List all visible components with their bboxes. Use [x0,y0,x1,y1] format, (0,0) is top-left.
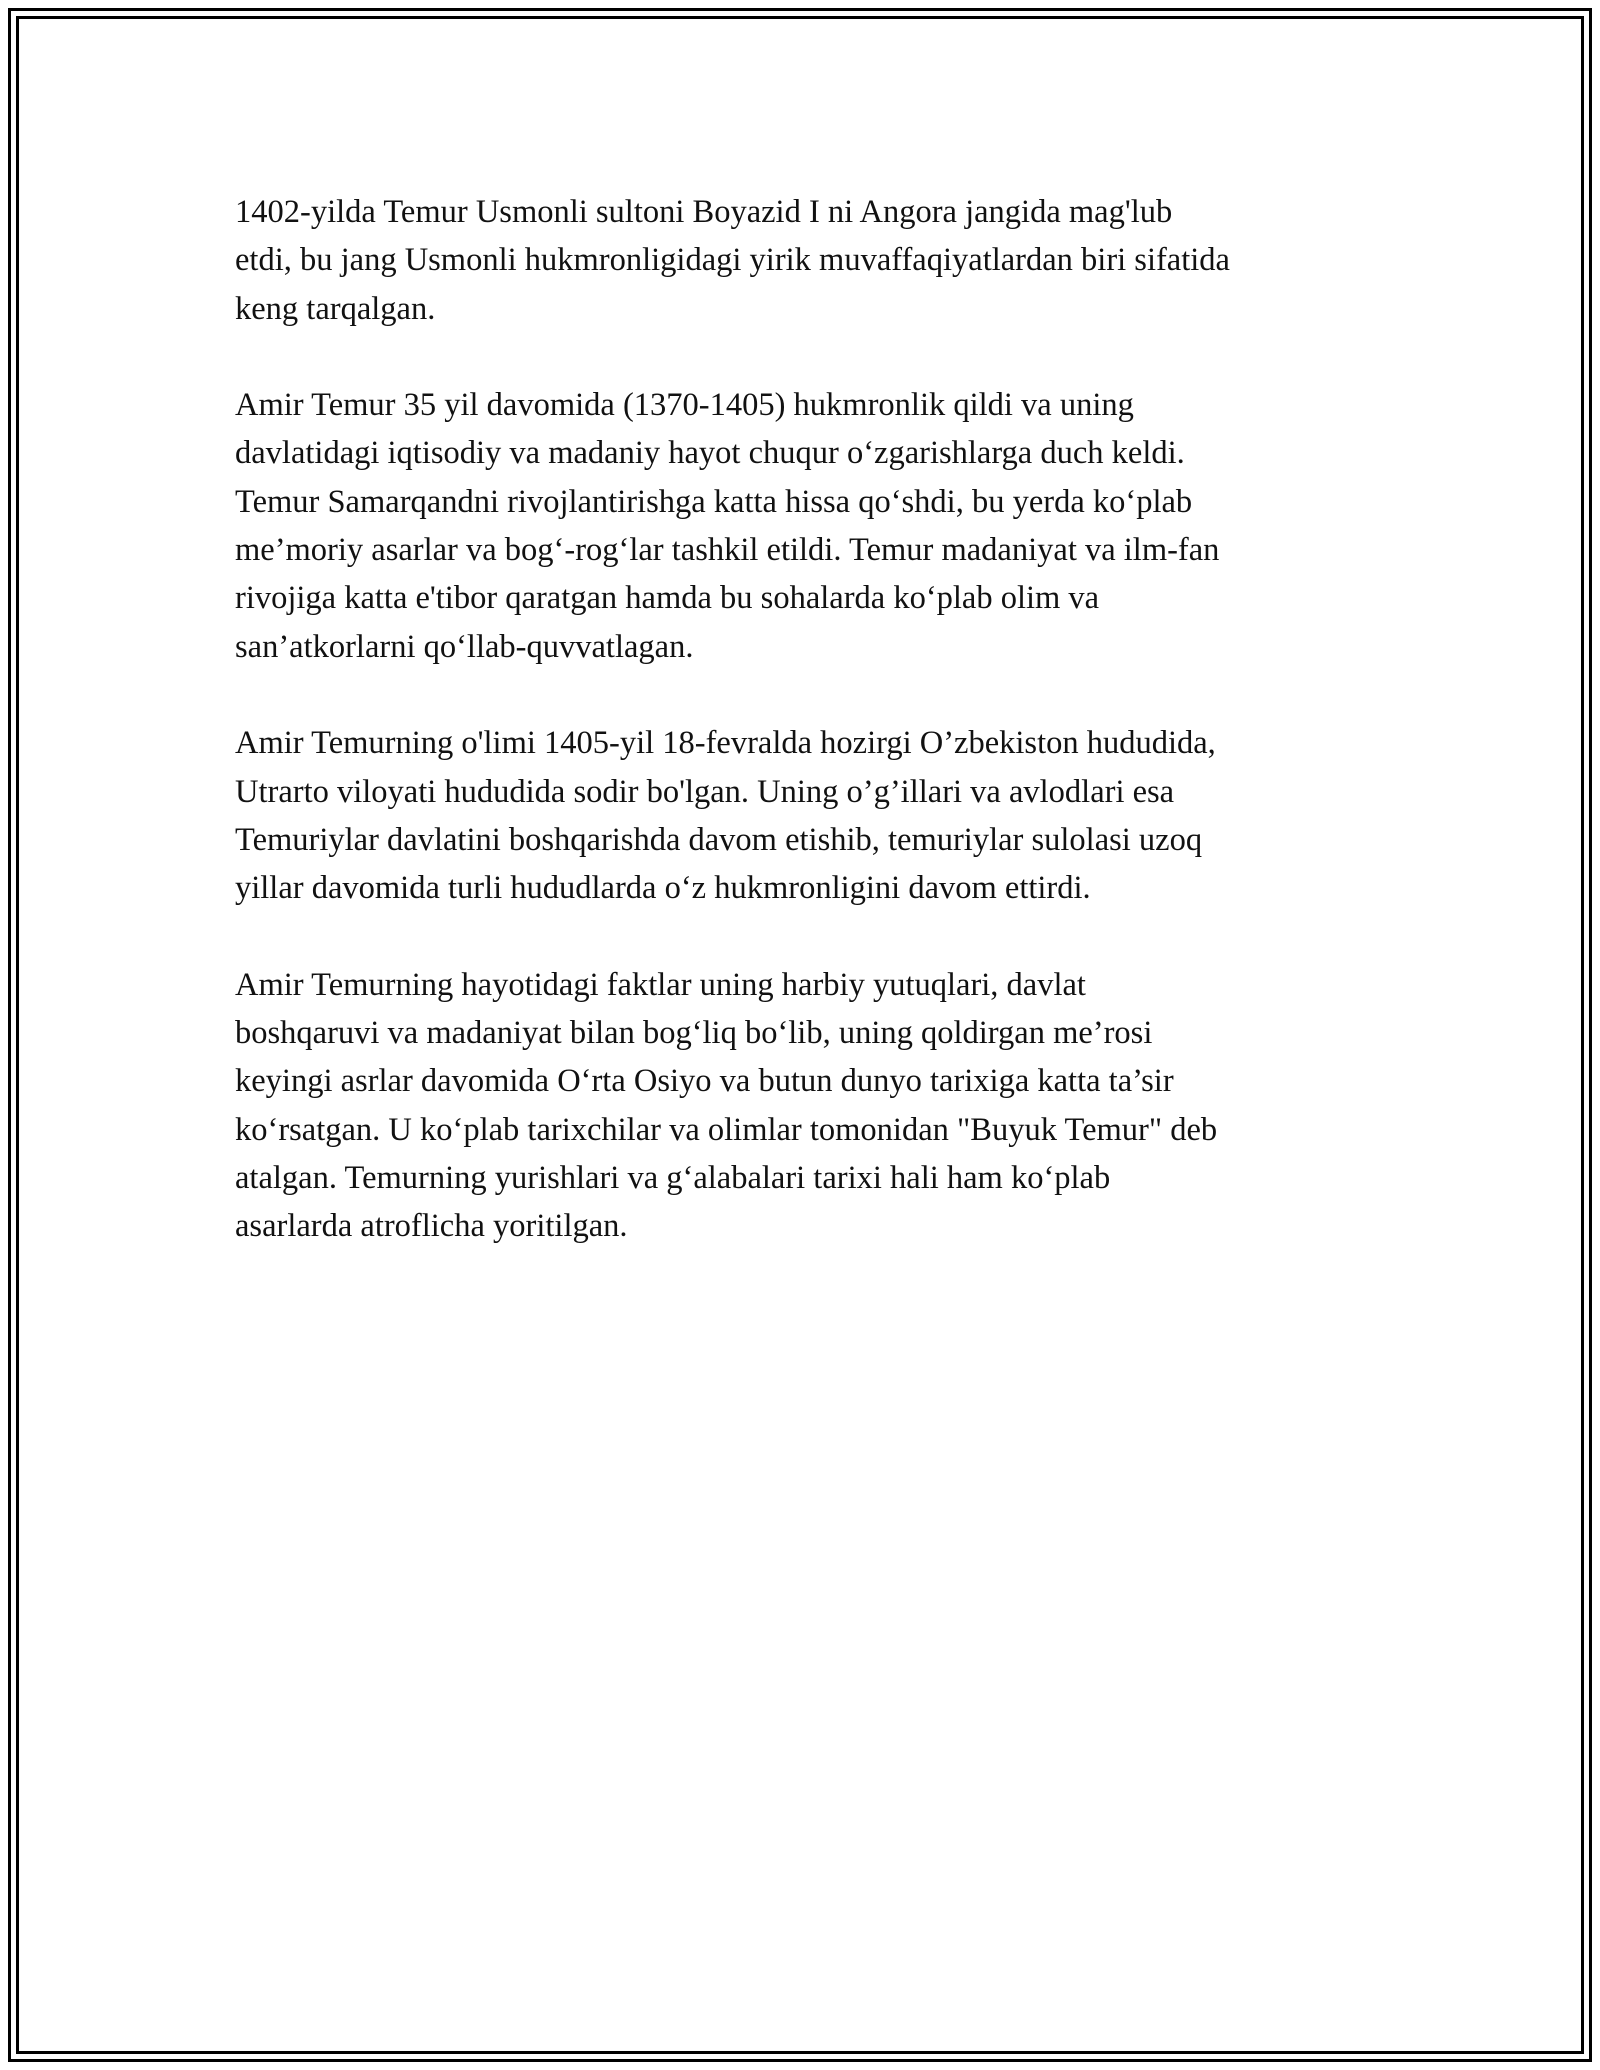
paragraph-legacy: Amir Temurning hayotidagi faktlar uning harbiy yutuqlari, davlat boshqaruvi va madaniyat bilan bog‘liq bo‘lib, uning qoldirgan me’rosi keyingi asrlar davomida O‘rta Osiyo va butun dunyo tarixiga katta ta’sir ko‘rsatgan. U ko‘plab tarixchilar va olimlar tomonidan "Buyuk Temur" deb atalgan. Temurning yurishlari va g‘alabalari tarixi hali ham ko‘plab asarlarda atroflicha yoritilgan. [235,966,1218,1245]
paragraph-reign: Amir Temur 35 yil davomida (1370-1405) hukmronlik qildi va uning davlatidagi iqtisodiy va madaniy hayot chuqur o‘zgarishlarga duch keldi. Temur Samarqandni rivojlantirishga katta hissa qo‘shdi, bu yerda ko‘plab me’moriy asarlar va bog‘-rog‘lar tashkil etildi. Temur madaniyat va ilm-fan rivojiga katta e'tibor qaratgan hamda bu sohalarda ko‘plab olim va san’atkorlarni qo‘llab-quvvatlagan. [235,387,1220,665]
paragraph-angora-battle: 1402-yilda Temur Usmonli sultoni Boyazid I ni Angora jangida mag'lub etdi, bu jang Usmonli hukmronligidagi yirik muvaffaqiyatlardan biri sifatida keng tarqalgan. [235,194,1230,327]
document-body [235,188,1375,1299]
paragraph-death: Amir Temurning o'limi 1405-yil 18-fevralda hozirgi O’zbekiston hududida, Utrarto viloyati hududida sodir bo'lgan. Uning o’g’illari va avlodlari esa Temuriylar davlatini boshqarishda davom etishib, temuriylar sulolasi uzoq yillar davomida turli hududlarda o‘z hukmronligini davom ettirdi. [235,725,1216,907]
